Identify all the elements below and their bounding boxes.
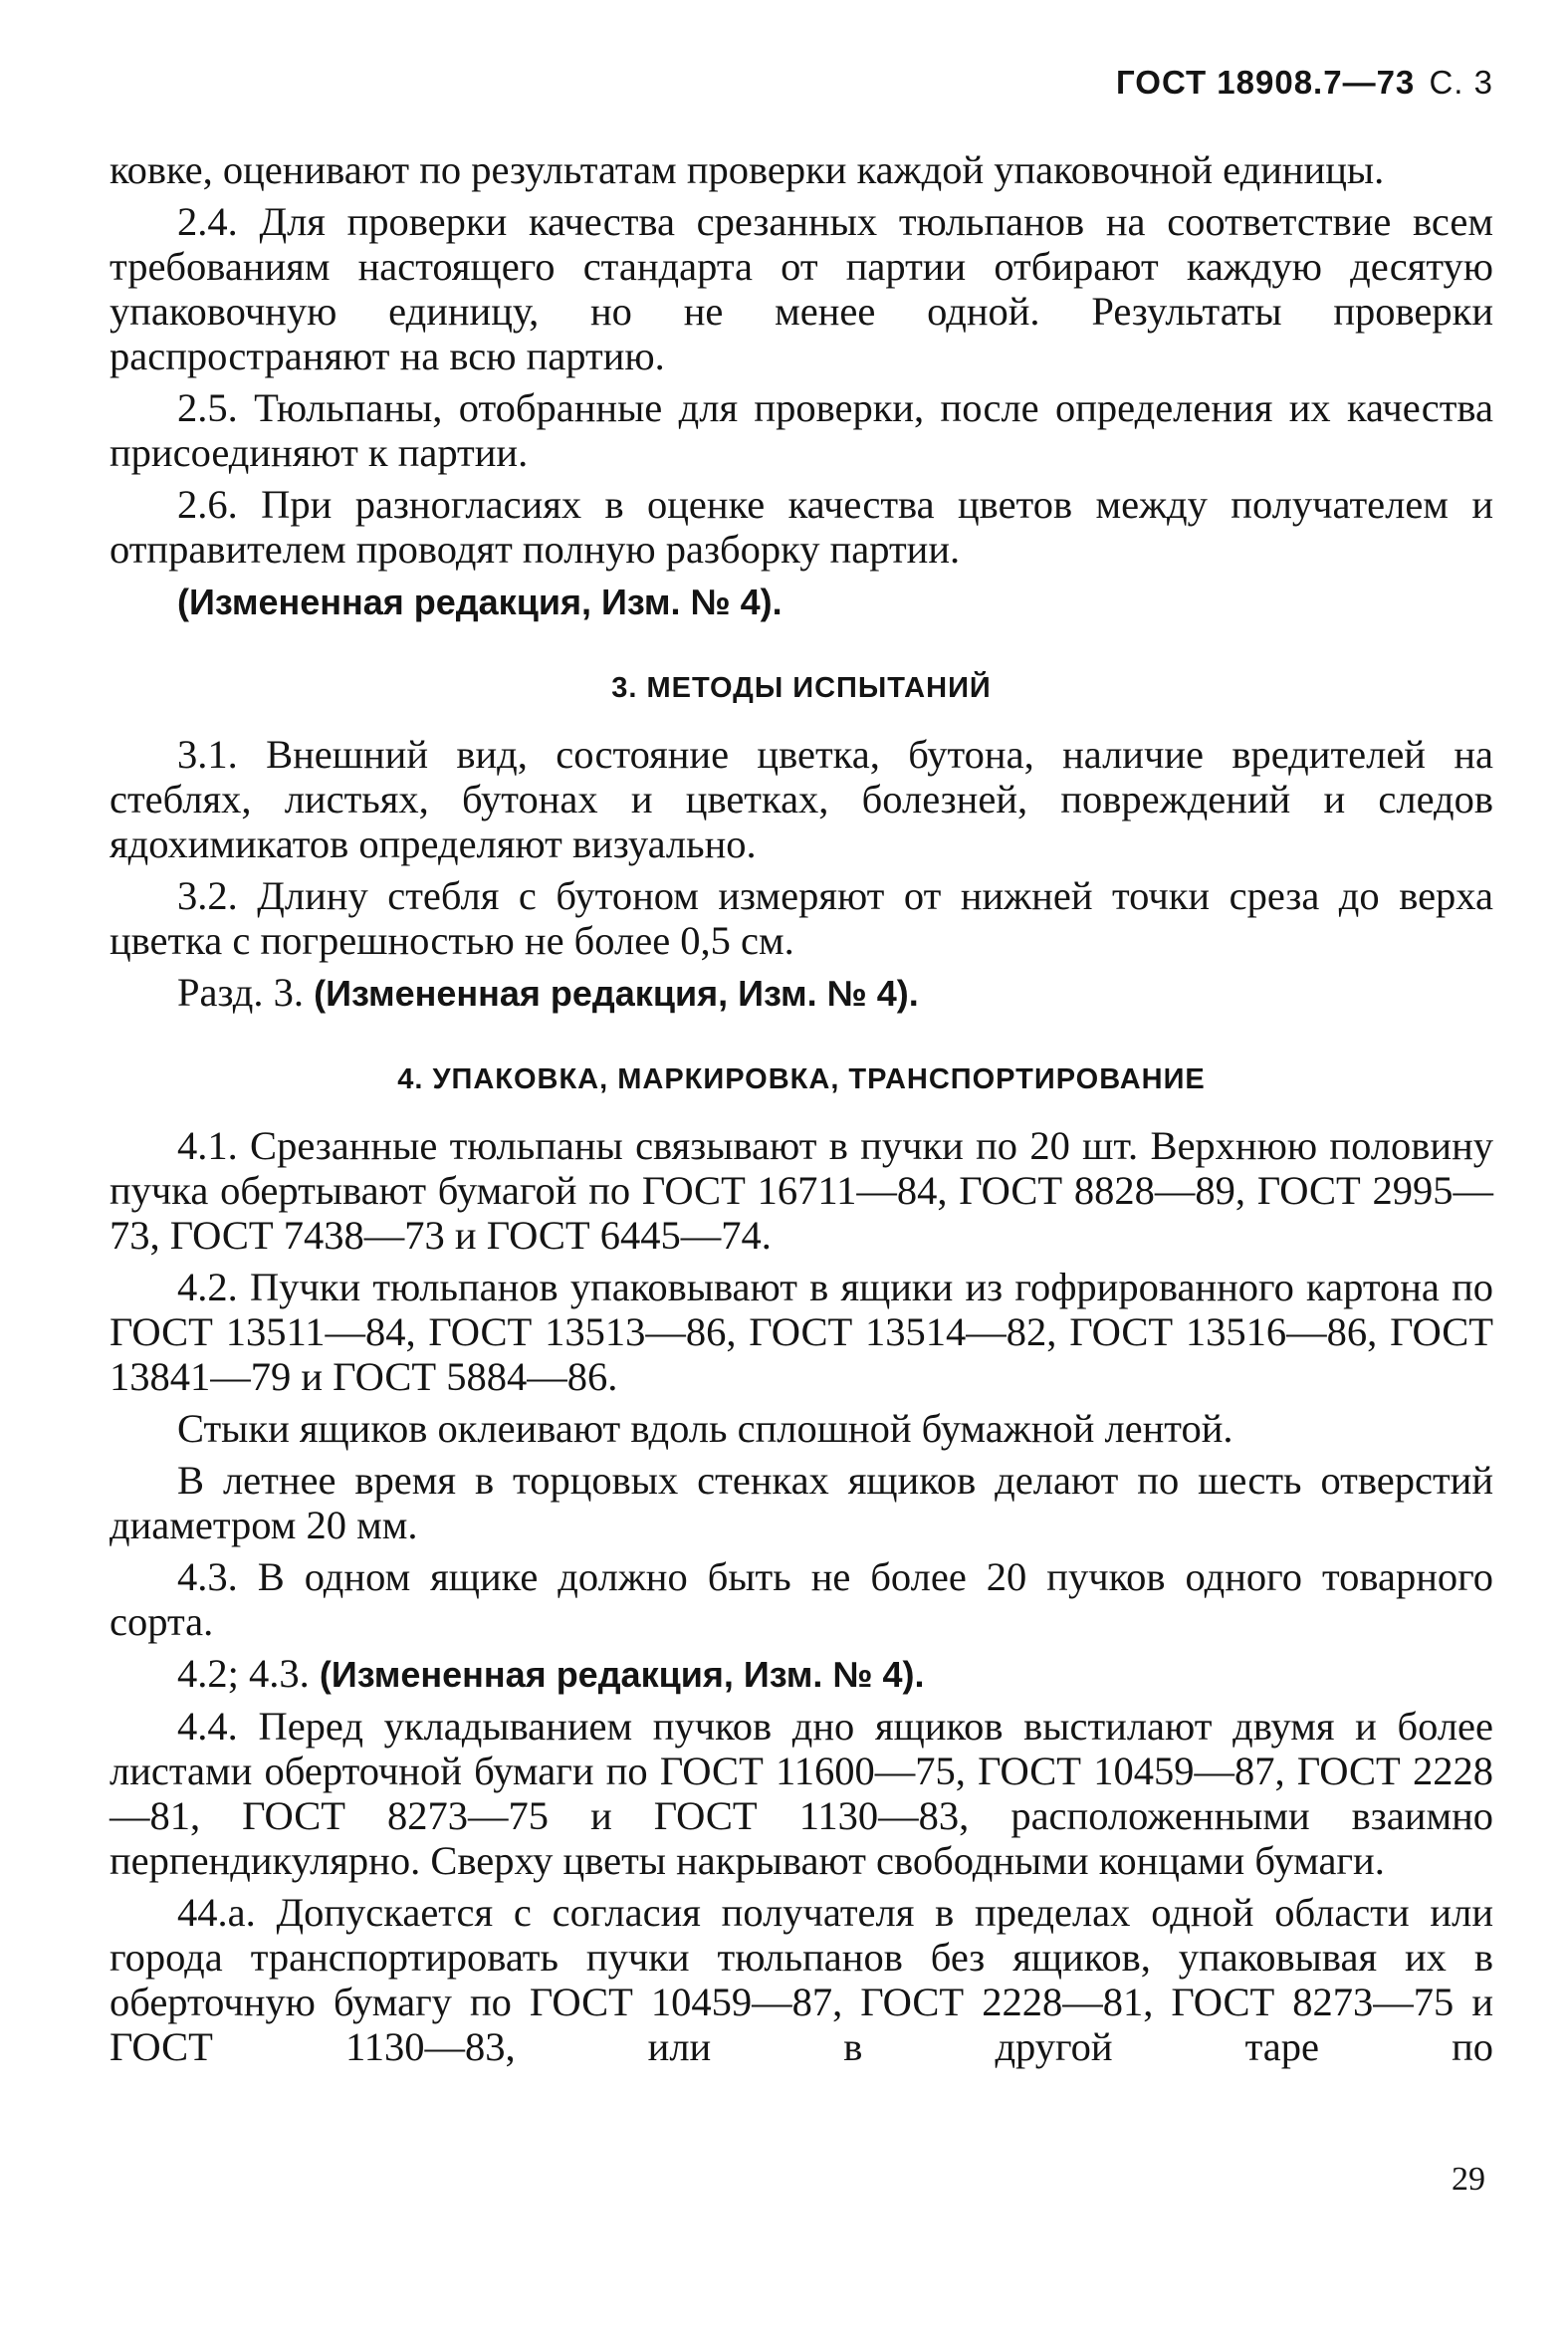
section-3-title: 3. МЕТОДЫ ИСПЫТАНИЙ [611, 672, 992, 704]
paragraph-continuation: ковке, оценивают по результатам проверки каждой упаковочной единицы. [110, 147, 1385, 192]
page-number: 29 [1452, 2161, 1485, 2198]
amendment-note-section-3 [110, 970, 1493, 1016]
paragraph-3-2: 3.2. Длину стебля с бутоном измеряют от нижней точки среза до верха цветка с погрешностью не более 0,5 см. [110, 873, 1493, 963]
amendment-note-section-4 [110, 1651, 1493, 1697]
paragraph-4-3: 4.3. В одном ящике должно быть не более 20 пучков одного товарного сорта. [110, 1554, 1493, 1644]
paragraph-joints: Стыки ящиков оклеивают вдоль сплошной бумажной лентой. [177, 1406, 1233, 1451]
amendment-prefix: 4.2; 4.3. [177, 1651, 310, 1696]
paragraph-4-2: 4.2. Пучки тюльпанов упаковывают в ящики из гофрированного картона по ГОСТ 13511—84, ГОСТ 13513—86, ГОСТ 13514—82, ГОСТ 13516—86, ГОСТ 13841—79 и ГОСТ 5884—86. [110, 1265, 1493, 1399]
paragraph-2-5: 2.5. Тюльпаны, отобранные для проверки, после определения их качества присоединяют к партии. [110, 385, 1493, 475]
document-body [110, 147, 1493, 2076]
header-page-label: С. 3 [1429, 64, 1493, 101]
amendment-text: (Измененная редакция, Изм. № 4). [177, 582, 783, 622]
amendment-note-section-2 [110, 579, 1493, 624]
amendment-text: (Измененная редакция, Изм. № 4). [319, 1654, 925, 1695]
paragraph-2-6: 2.6. При разногласиях в оценке качества цветов между получателем и отправителем проводят полную разборку партии. [110, 482, 1493, 572]
document-page [110, 0, 1493, 2340]
paragraph-2-4: 2.4. Для проверки качества срезанных тюльпанов на соответствие всем требованиям настоящего стандарта от партии отбирают каждую десятую упаковочную единицу, но не менее одной. Результаты проверки распространяют на всю партию. [110, 199, 1493, 378]
paragraph-3-1: 3.1. Внешний вид, состояние цветка, бутона, наличие вредителей на стеблях, листьях, бутонах и цветках, болезней, повреждений и следов ядохимикатов определяют визуально. [110, 732, 1493, 866]
paragraph-4-4: 4.4. Перед укладыванием пучков дно ящиков выстилают двумя и более листами оберточной бумаги по ГОСТ 11600—75, ГОСТ 10459—87, ГОСТ 2228—81, ГОСТ 8273—75 и ГОСТ 1130—83, расположенными взаимно перпендикулярно. Сверху цветы накрывают свободными концами бумаги. [110, 1704, 1493, 1883]
paragraph-summer-holes: В летнее время в торцовых стенках ящиков делают по шесть отверстий диаметром 20 мм. [110, 1458, 1493, 1547]
paragraph-4-1: 4.1. Срезанные тюльпаны связывают в пучки по 20 шт. Верхнюю половину пучка обертывают бумагой по ГОСТ 16711—84, ГОСТ 8828—89, ГОСТ 2995—73, ГОСТ 7438—73 и ГОСТ 6445—74. [110, 1123, 1493, 1258]
amendment-text: (Измененная редакция, Изм. № 4). [314, 973, 919, 1014]
paragraph-4-4a: 44.а. Допускается с согласия получателя в пределах одной области или города транспортировать пучки тюльпанов без ящиков, упаковывая их в оберточную бумагу по ГОСТ 10459—87, ГОСТ 2228—81, ГОСТ 8273—75 и ГОСТ 1130—83, или в другой таре по [110, 1890, 1493, 2069]
section-4-title: 4. УПАКОВКА, МАРКИРОВКА, ТРАНСПОРТИРОВАНИЕ [397, 1063, 1206, 1095]
page-header [1116, 64, 1493, 102]
standard-code: ГОСТ 18908.7—73 [1116, 64, 1416, 101]
amendment-prefix: Разд. 3. [177, 970, 304, 1015]
